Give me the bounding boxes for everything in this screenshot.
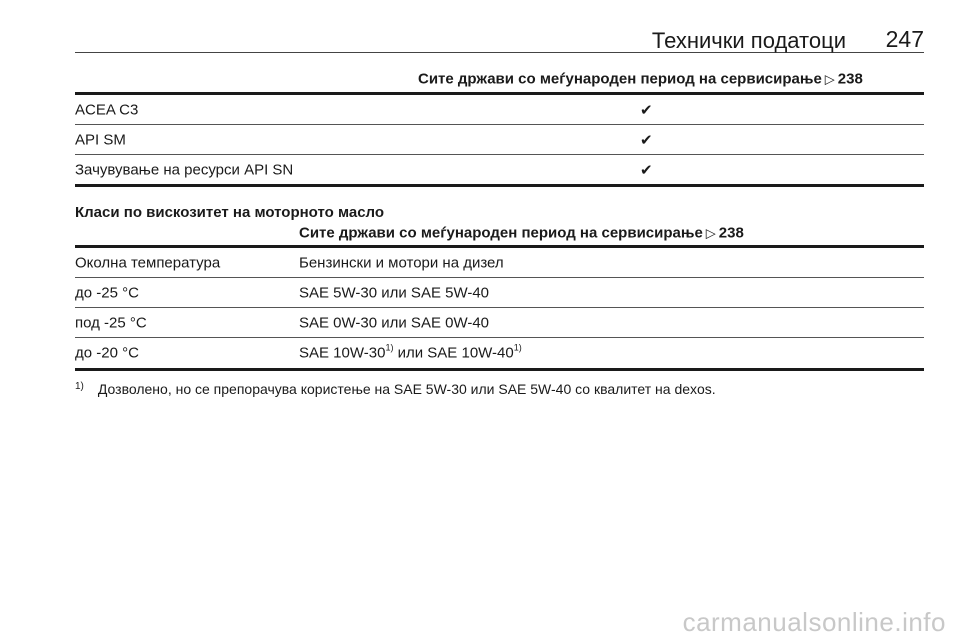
spec-label: ACEA C3 — [75, 101, 139, 118]
spec-label: Зачувување на ресурси API SN — [75, 161, 294, 178]
page-header — [75, 24, 924, 53]
check-icon: ✔ — [640, 131, 653, 149]
section-title: Класи по вискозитет на моторното масло — [75, 204, 385, 221]
oil-grade-cell: SAE 5W-30 или SAE 5W-40 — [299, 284, 490, 301]
oil-grade-cell: SAE 0W-30 или SAE 0W-40 — [299, 314, 490, 331]
arrow-right-icon[interactable]: ▷ — [705, 225, 716, 240]
table-row — [75, 125, 924, 155]
footnote-ref: 1) — [513, 342, 522, 353]
temperature-cell: до -20 °C — [75, 344, 139, 362]
spec-label: API SM — [75, 131, 126, 148]
arrow-right-icon[interactable]: ▷ — [824, 71, 835, 86]
table-header-text: Сите држави со меѓународен период на сервисирање ▷ 238 — [299, 224, 744, 241]
page-reference[interactable]: 238 — [837, 70, 863, 87]
table-row — [75, 338, 924, 371]
page-reference[interactable]: 238 — [718, 224, 744, 241]
footnote-mark: 1) — [75, 381, 84, 392]
watermark: carmanualsonline.info — [682, 607, 946, 637]
column-header-row — [75, 248, 924, 278]
table-header-text: Сите држави со меѓународен период на сервисирање ▷ 238 — [418, 70, 863, 87]
check-icon: ✔ — [640, 161, 653, 179]
page-number: 247 — [885, 26, 924, 52]
footnote-text: Дозволено, но се препорачува користење на SAE 5W-30 или SAE 5W-40 со квалитет на dexos. — [97, 381, 716, 397]
page-title: Технички податоци — [651, 28, 846, 53]
table-header-row — [75, 65, 924, 95]
table-row — [75, 155, 924, 187]
column-header-engines: Бензински и мотори на дизел — [299, 254, 504, 271]
table-header-row — [75, 220, 924, 248]
temperature-cell: до -25 °C — [75, 284, 139, 301]
table-row — [75, 308, 924, 338]
table-row — [75, 278, 924, 308]
footnote-ref: 1) — [385, 342, 394, 353]
table-row — [75, 95, 924, 125]
oil-spec-table — [75, 65, 924, 187]
temperature-cell: под -25 °C — [75, 314, 147, 331]
footnote — [75, 381, 716, 397]
viscosity-table — [75, 220, 924, 371]
check-icon: ✔ — [640, 101, 653, 119]
column-header-temperature: Околна температура — [75, 254, 221, 271]
oil-grade-cell: SAE 10W-30$^{1)}$ или SAE 10W-40$^{1)}$ — [299, 342, 522, 362]
